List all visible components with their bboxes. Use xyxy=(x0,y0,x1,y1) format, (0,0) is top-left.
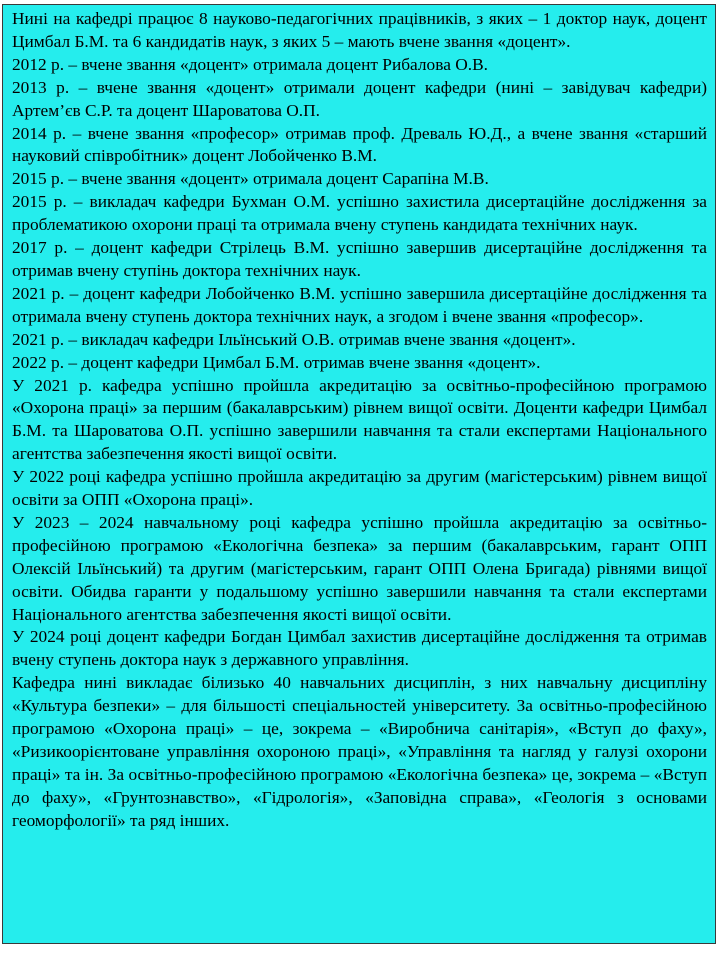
paragraph-2015-docent: 2015 р. – вчене звання «доцент» отримала доцент Сарапіна М.В. xyxy=(12,169,489,189)
paragraph-2017: 2017 р. – доцент кафедри Стрілець В.М. успішно завершив дисертаційне дослідження та отримав вчену ступінь доктора технічних наук. xyxy=(12,238,707,280)
paragraph-2021-doctor: 2021 р. – доцент кафедри Лобойченко В.М. успішно завершила дисертаційне дослідження та отримала вчену ступень доктора технічних наук, а згодом і вчене звання «професор». xyxy=(12,283,707,326)
text-panel xyxy=(2,4,716,944)
paragraph-2015-dissertation: 2015 р. – викладач кафедри Бухман О.М. успішно захистила дисертаційне дослідження за проблематикою охорони праці та отримала вчену ступень кандидата технічних наук. xyxy=(12,192,707,235)
paragraph-2012: 2012 р. – вчене звання «доцент» отримала доцент Рибалова О.В. xyxy=(12,54,488,74)
paragraph-2023-2024-accreditation: У 2023 – 2024 навчальному році кафедра успішно пройшла акредитацію за освітньо-професійною програмою «Екологічна безпека» за першим (бакалаврським, гарант ОПП Олексій Ільїнський) та другим (магістерським, гарант ОПП Олена Бригада) рівнями вищої освіти. Обидва гаранти у подальшому успішно завершили навчання та стали експертами Національного агентства забезпечення якості вищої освіти. xyxy=(12,512,707,624)
paragraph-staff-composition: Нині на кафедрі працює 8 науково-педагогічних працівників, з яких – 1 доктор наук, доцент Цимбал Б.М. та 6 кандидатів наук, з яких 5 – мають вчене звання «доцент». xyxy=(12,9,707,51)
paragraph-2014: 2014 р. – вчене звання «професор» отримав проф. Древаль Ю.Д., а вчене звання «старший науковий співробітник» доцент Лобойченко В.М. xyxy=(12,123,707,166)
paragraph-2022-docent: 2022 р. – доцент кафедри Цимбал Б.М. отримав вчене звання «доцент». xyxy=(12,352,541,372)
paragraph-2022-accreditation: У 2022 році кафедра успішно пройшла акредитацію за другим (магістерським) рівнем вищої освіти за ОПП «Охорона праці». xyxy=(12,467,707,510)
paragraph-disciplines: Кафедра нині викладає білизько 40 навчальних дисциплін, з них навчальну дисципліну «Культура безпеки» – для більшості спеціальностей університету. За освітньо-професійною програмою «Охорона праці» – це, зокрема – «Виробнича санітарія», «Вступ до фаху», «Ризикоорієнтоване управління охороною праці», «Управління та нагляд у галузі охорони праці» та ін. За освітньо-професійною програмою «Екологічна безпека» це, зокрема – «Вступ до фаху», «Грунтознавство», «Гідрологія», «Заповідна справа», «Геологія з основами геоморфології» та ряд інших. xyxy=(12,673,707,830)
paragraph-2021-accreditation: У 2021 р. кафедра успішно пройшла акредитацію за освітньо-професійною програмою «Охорона праці» за першим (бакалаврським) рівнем вищої освіти. Доценти кафедри Цимбал Б.М. та Шароватова О.П. успішно завершили навчання та стали експертами Національного агентства забезпечення якості вищої освіти. xyxy=(12,375,707,464)
paragraph-2013: 2013 р. – вчене звання «доцент» отримали доцент кафедри (нині – завідувач кафедри) Артем’єв С.Р. та доцент Шароватова О.П. xyxy=(12,77,707,120)
paragraph-2024-doctorate: У 2024 році доцент кафедри Богдан Цимбал захистив дисертаційне дослідження та отримав вчену ступень доктора наук з державного управління. xyxy=(12,627,707,670)
paragraph-2021-docent: 2021 р. – викладач кафедри Ільїнський О.В. отримав вчене звання «доцент». xyxy=(12,329,576,349)
